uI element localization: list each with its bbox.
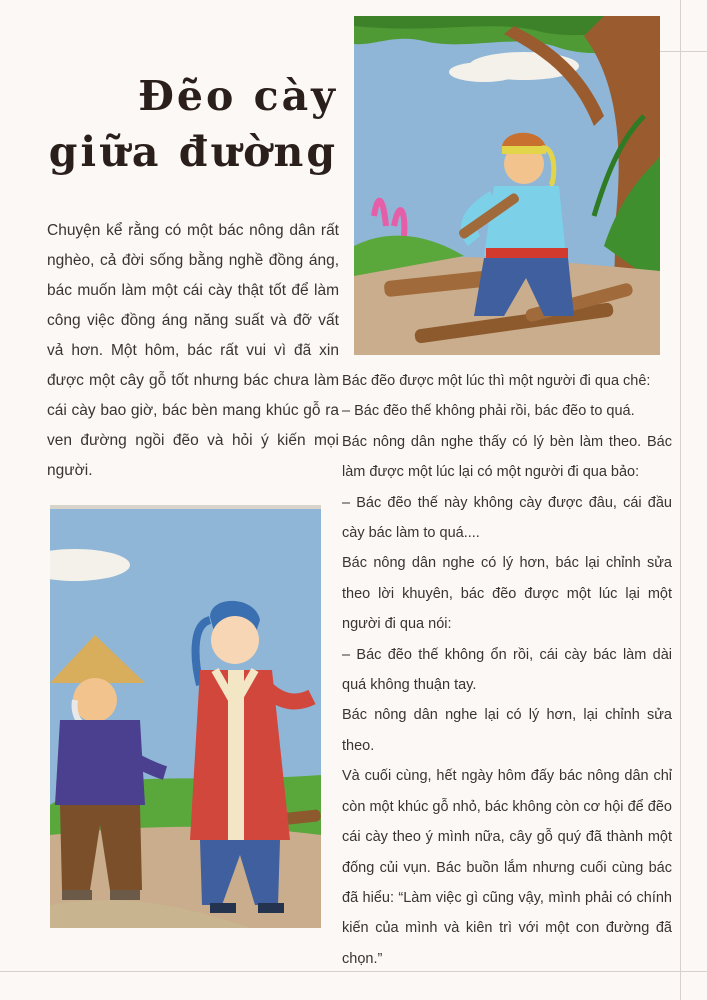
title-line-1: Đẽo cày — [138, 72, 338, 120]
title-line-2: giữa đường — [48, 128, 338, 176]
page-title — [18, 68, 338, 180]
story-paragraph: – Bác đẽo thế không ổn rồi, cái cày bác làm dài quá không thuận tay. — [342, 646, 672, 694]
story-text — [342, 366, 672, 974]
intro-paragraph: Chuyện kể rằng có một bác nông dân rất nghèo, cả đời sống bằng nghề đồng áng, bác muốn làm một cái cày thật tốt để làm công việc đồng áng năng suất và đỡ vất vả hơn. Một hôm, bác rất vui vì đã xin được một cây gỗ tốt nhưng bác chưa làm cái cày bao giờ, bác bèn mang khúc gỗ ra ven đường ngồi đẽo và hỏi ý kiến mọi người. — [47, 222, 339, 479]
page-divider-vertical — [680, 0, 681, 1000]
story-paragraph: – Bác đẽo thế không phải rồi, bác đẽo to quá. — [342, 403, 635, 420]
story-paragraph: – Bác đẽo thế này không cày được đâu, cái đầu cày bác làm to quá.... — [342, 494, 672, 542]
story-paragraph: Bác nông dân nghe thấy có lý bèn làm theo. Bác làm được một lúc lại có một người đi qua bảo: — [342, 433, 672, 481]
villagers-talking-illustration — [50, 505, 321, 928]
story-paragraph: Bác nông dân nghe có lý hơn, bác lại chỉnh sửa theo lời khuyên, bác đẽo được một lúc lại một người đi qua nói: — [342, 555, 672, 633]
farmer-carving-illustration — [354, 16, 660, 355]
story-paragraph: Bác đẽo được một lúc thì một người đi qua chê: — [342, 373, 651, 389]
page-divider-top — [655, 51, 707, 52]
story-paragraph: Bác nông dân nghe lại có lý hơn, lại chỉnh sửa theo. — [342, 707, 672, 754]
story-paragraph: Và cuối cùng, hết ngày hôm đấy bác nông dân chỉ còn một khúc gỗ nhỏ, bác không còn cơ hội để đẽo cái cày theo ý mình nữa, cây gỗ quý đã thành một đống củi vụn. Bác buồn lắm nhưng cuối cùng bác đã hiểu: “Làm việc gì cũng vậy, mình phải có chính kiến của mình và kiên trì với một con đường đã chọn.” — [342, 768, 672, 967]
